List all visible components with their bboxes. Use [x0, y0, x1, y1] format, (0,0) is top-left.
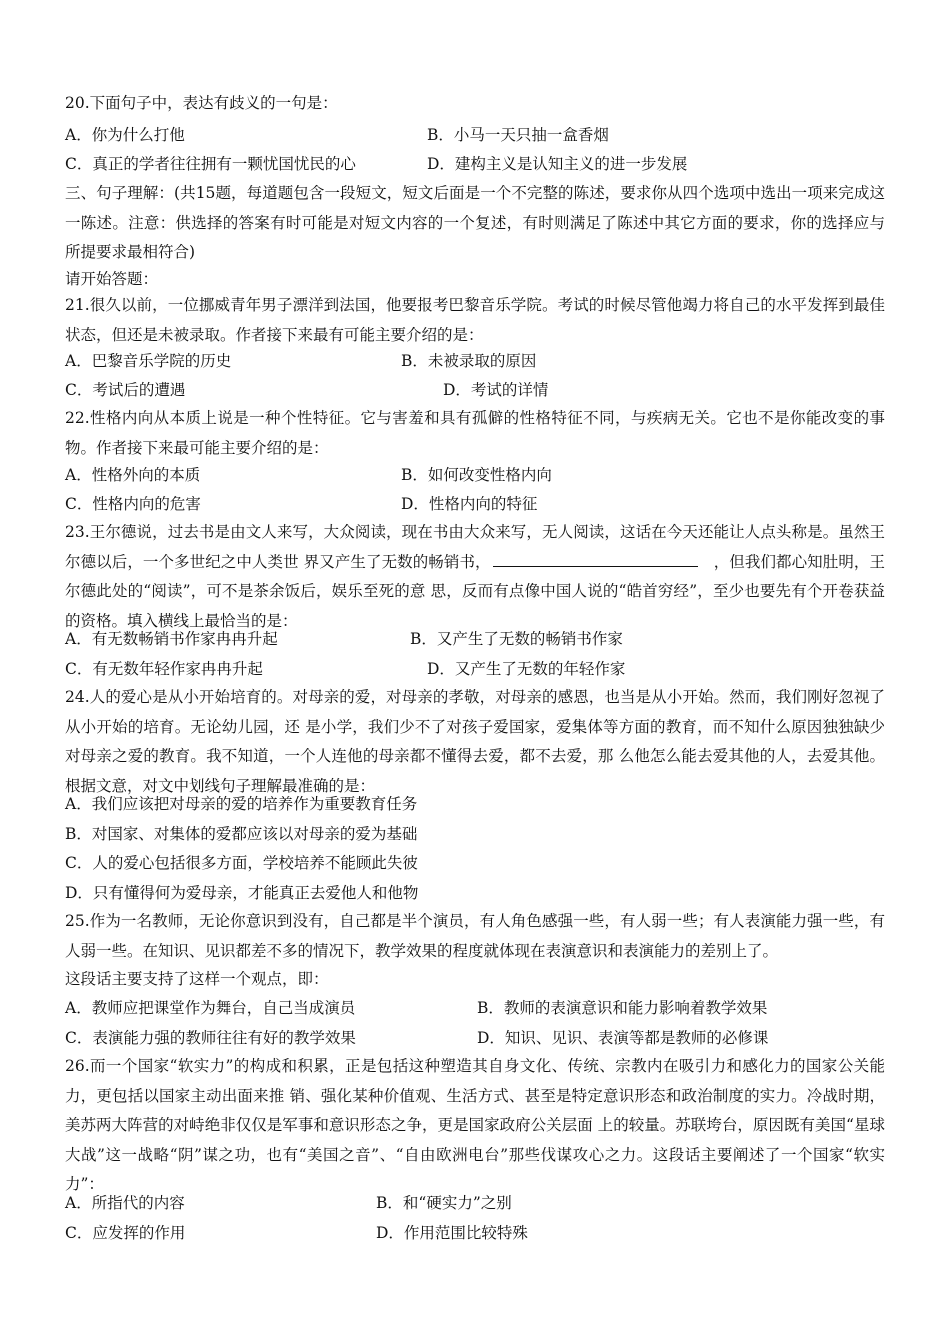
- q23-stem: [65, 518, 885, 636]
- q24-option-c: C．人的爱心包括很多方面，学校培养不能顾此失彼: [65, 854, 418, 872]
- q26-stem: 26.而一个国家“软实力”的构成和积累，正是包括这种塑造其自身文化、传统、宗教内在吸引力和感化力的国家公关能力，更包括以国家主动出面来推 销、强化某种价值观、生活方式、甚至是特定意识形态和政治制度的实力。冷战时期，美苏两大阵营的对峙绝非仅仅是军事和意识形态之争，更是国家政府公关层面 上的较量。苏联垮台，原因既有美国“星球大战”这一战略“阴”谋之功，也有“美国之音”、“自由欧洲电台”那些伐谋攻心之力。这段话主要阐述了一个国家“软实力”：: [65, 1057, 885, 1193]
- q22-option-d: D．性格内向的特征: [401, 495, 538, 513]
- q21-option-b: B．未被录取的原因: [401, 352, 537, 370]
- q21-option-c: C．考试后的遭遇: [65, 381, 186, 399]
- q20-option-c: C．真正的学者往往拥有一颗忧国忧民的心: [65, 155, 356, 173]
- q23-stem-part1: 23.王尔德说，过去书是由文人来写，大众阅读，现在书由大众来写，无人阅读，这话在今天还能让人点头称是。虽然王尔德以后，一个多世纪之中人类世 界又产生了无数的畅销书，: [65, 523, 885, 571]
- section3-start: 请开始答题：: [65, 270, 159, 288]
- q20-option-b: B．小马一天只抽一盒香烟: [427, 126, 609, 144]
- q21-option-d: D．考试的详情: [443, 381, 549, 399]
- q24-stem: 24.人的爱心是从小开始培育的。对母亲的爱，对母亲的孝敬，对母亲的感恩，也当是从小开始。然而，我们刚好忽视了从小开始的培育。无论幼儿园，还 是小学，我们少不了对孩子爱国家，爱集体等方面的教育，而不知什么原因独独缺少对母亲之爱的教育。我不知道，一个人连他的母亲都不懂得去爱，都不去爱，那 么他怎么能去爱其他的人，去爱其他。根据文意，对文中划线句子理解最准确的是：: [65, 688, 885, 795]
- q20-stem: 20.下面句子中，表达有歧义的一句是：: [65, 94, 338, 112]
- q26-option-a: A．所指代的内容: [65, 1194, 185, 1212]
- q24-option-b: B．对国家、对集体的爱都应该以对母亲的爱为基础: [65, 825, 418, 843]
- q25-option-d: D．知识、见识、表演等都是教师的必修课: [477, 1029, 769, 1047]
- q20-option-a: A．你为什么打他: [65, 126, 185, 144]
- q21-stem: 21.很久以前，一位挪威青年男子漂洋到法国，他要报考巴黎音乐学院。考试的时候尽管他竭力将自己的水平发挥到最佳状态，但还是未被录取。作者接下来最有可能主要介绍的是：: [65, 296, 885, 344]
- q26-option-d: D．作用范围比较特殊: [376, 1224, 528, 1242]
- q25-prompt: 这段话主要支持了这样一个观点，即：: [65, 970, 329, 988]
- q25-stem: 25.作为一名教师，无论你意识到没有，自己都是半个演员，有人角色感强一些，有人弱一些；有人表演能力强一些，有人弱一些。在知识、见识都差不多的情况下，教学效果的程度就体现在表演意识和表演能力的差别上了。: [65, 912, 885, 960]
- q26-option-b: B．和“硬实力”之别: [376, 1194, 512, 1212]
- q25-option-c: C．表演能力强的教师往往有好的教学效果: [65, 1029, 356, 1047]
- q20-option-d: D．建构主义是认知主义的进一步发展: [427, 155, 688, 173]
- q21-option-a: A．巴黎音乐学院的历史: [65, 352, 232, 370]
- q24-option-d: D．只有懂得何为爱母亲，才能真正去爱他人和他物: [65, 884, 419, 902]
- q24-option-a: A．我们应该把对母亲的爱的培养作为重要教育任务: [65, 795, 418, 813]
- q23-option-b: B．又产生了无数的畅销书作家: [410, 630, 623, 648]
- q22-option-b: B．如何改变性格内向: [401, 466, 552, 484]
- q25-option-a: A．教师应把课堂作为舞台，自己当成演员: [65, 999, 356, 1017]
- q22-stem: 22.性格内向从本质上说是一种个性特征。它与害羞和具有孤僻的性格特征不同，与疾病无关。它也不是你能改变的事物。作者接下来最可能主要介绍的是：: [65, 409, 885, 457]
- section3-intro: 三、句子理解：(共15题，每道题包含一段短文，短文后面是一个不完整的陈述，要求你从四个选项中选出一项来完成这一陈述。注意：供选择的答案有时可能是对短文内容的一个复述，有时则满足了陈述中其它方面的要求，你的选择应与所提要求最相符合): [65, 184, 885, 261]
- q23-option-d: D．又产生了无数的年轻作家: [427, 660, 626, 678]
- q22-option-a: A．性格外向的本质: [65, 466, 201, 484]
- q25-option-b: B．教师的表演意识和能力影响着教学效果: [477, 999, 768, 1017]
- q23-option-c: C．有无数年轻作家冉冉升起: [65, 660, 263, 678]
- q23-option-a: A．有无数畅销书作家冉冉升起: [65, 630, 278, 648]
- q26-option-c: C．应发挥的作用: [65, 1224, 186, 1242]
- q23-fill-blank: [493, 550, 698, 567]
- q22-option-c: C．性格内向的危害: [65, 495, 201, 513]
- q23-stem-part2: ，但我们都心知肚明，王尔德此处的“阅读”，可不是茶余饭后，娱乐至死的意 思，反而有点像中国人说的“皓首穷经”，至少也要先有个开卷获益的资格。填入横线上最恰当的是：: [65, 552, 885, 630]
